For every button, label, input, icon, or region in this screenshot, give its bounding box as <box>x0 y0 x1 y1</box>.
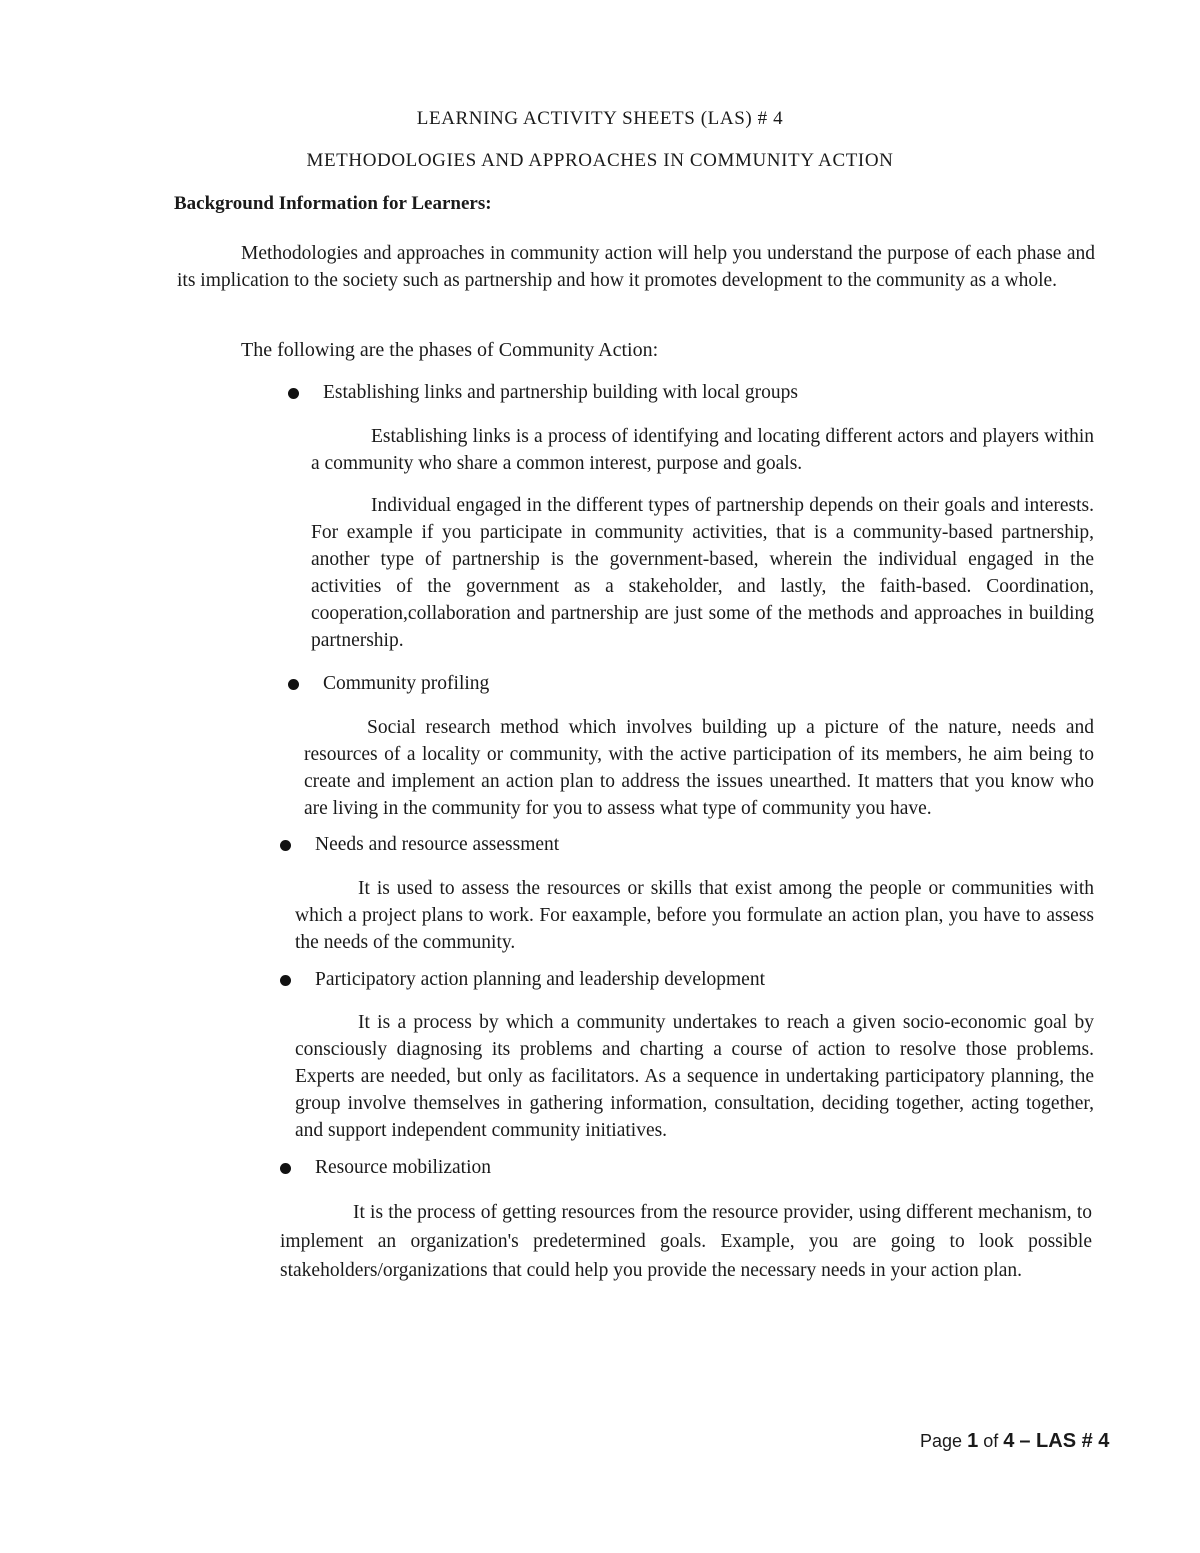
phase-paragraph: Social research method which involves building up a picture of the nature, needs and resources of a locality or community, with the active participation of its members, he aim being to create and implement an action plan to address the issues unearthed. It matters that you know who are living in the community for you to assess what type of community you have. <box>304 717 1094 819</box>
bullet-icon <box>288 388 299 399</box>
footer-suffix: – LAS # 4 <box>1019 1430 1110 1452</box>
phase-heading <box>280 969 765 991</box>
phase-heading <box>288 673 489 695</box>
bullet-icon <box>280 840 291 851</box>
bullet-icon <box>280 1163 291 1174</box>
page-footer <box>920 1430 1109 1453</box>
phases-lead: The following are the phases of Community Action: <box>241 339 659 361</box>
background-heading: Background Information for Learners: <box>174 193 492 214</box>
phase-heading-text: Needs and resource assessment <box>315 834 560 855</box>
phase-paragraph: Establishing links is a process of identifying and locating different actors and players within a community who share a common interest, purpose and goals. <box>311 426 1094 474</box>
document-title: LEARNING ACTIVITY SHEETS (LAS) # 4 <box>416 108 784 129</box>
phase-paragraph: It is a process by which a community undertakes to reach a given socio-economic goal by consciously diagnosing its problems and charting a course of action to resolve those problems. Experts are needed, but only as facilitators. As a sequence in undertaking participatory planning, the group involve themselves in gathering information, consultation, deciding together, acting together, and support independent community initiatives. <box>295 1012 1094 1141</box>
bullet-icon <box>288 679 299 690</box>
phase-heading <box>288 382 798 404</box>
phase-heading-text: Establishing links and partnership building with local groups <box>323 382 798 403</box>
footer-page-number: 1 <box>967 1430 979 1452</box>
phase-heading-text: Participatory action planning and leadership development <box>315 969 765 990</box>
phase-paragraph: Individual engaged in the different types of partnership depends on their goals and interests. For example if you participate in community activities, that is a community-based partnership, another type of partnership is the government-based, wherein the individual engaged in the activities of the government as a stakeholder, and lastly, the faith-based. Coordination, cooperation,collaboration and partnership are just some of the methods and approaches in building partnership. <box>311 495 1094 651</box>
phase-paragraph: It is used to assess the resources or skills that exist among the people or communities with which a project plans to work. For eaxample, before you formulate an action plan, you have to assess the needs of the community. <box>295 878 1094 953</box>
phase-heading-text: Community profiling <box>323 673 490 694</box>
phase-heading-text: Resource mobilization <box>315 1157 491 1178</box>
phase-heading <box>280 834 559 856</box>
phase-heading <box>280 1157 491 1179</box>
footer-page-total: 4 <box>1003 1430 1015 1452</box>
bullet-icon <box>280 975 291 986</box>
phase-paragraph: It is the process of getting resources from the resource provider, using different mechanism, to implement an organization's predetermined goals. Example, you are going to look possible stakeholders/organizations that could help you provide the necessary needs in your action plan. <box>280 1202 1092 1281</box>
footer-of-word: of <box>983 1431 999 1451</box>
intro-paragraph: Methodologies and approaches in community action will help you understand the purpose of each phase and its implication to the society such as partnership and how it promotes development to the community as a whole. <box>177 243 1095 291</box>
footer-page-word: Page <box>920 1431 963 1451</box>
document-subtitle: METHODOLOGIES AND APPROACHES IN COMMUNITY ACTION <box>306 150 894 171</box>
